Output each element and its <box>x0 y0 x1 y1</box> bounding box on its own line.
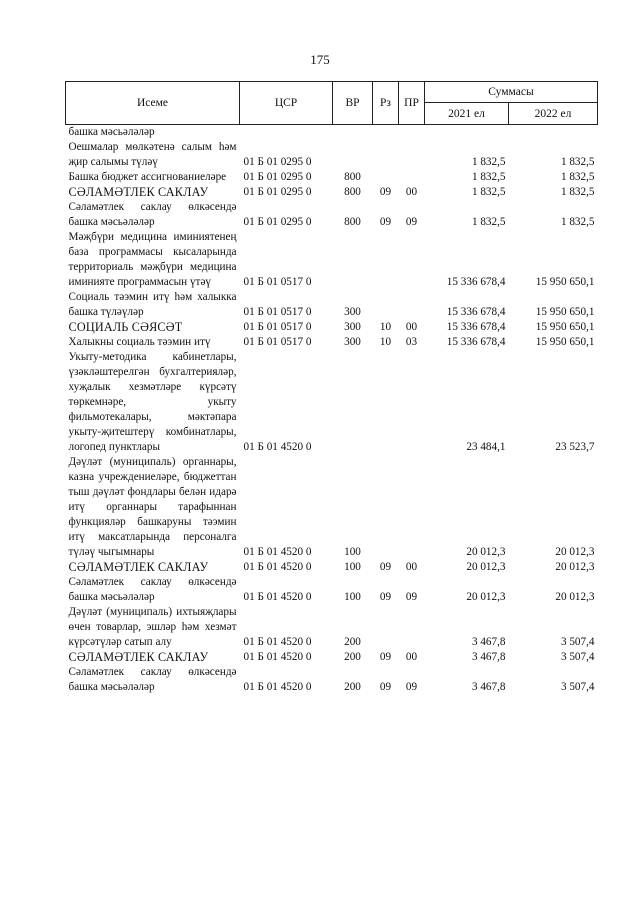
row-sum-2022: 3 507,4 <box>560 651 595 663</box>
table-row <box>66 200 598 230</box>
row-rz <box>373 605 399 650</box>
row-name: Оешмалар мөлкәтенә салым һәм җир салымы түләү <box>68 141 237 168</box>
row-sum-2021: 3 467,8 <box>471 636 506 648</box>
row-sum-2021 <box>425 125 509 141</box>
row-sum-2022: 1 832,5 <box>560 171 595 183</box>
row-sum-2022: 3 507,4 <box>560 681 595 693</box>
row-sum-2022: 15 950 650,1 <box>535 336 595 348</box>
row-rz <box>373 170 399 185</box>
row-name: СӘЛАМӘТЛЕК САКЛАУ <box>68 560 209 574</box>
row-csr: 01 Б 01 4520 0 <box>243 681 312 693</box>
row-csr <box>240 125 333 141</box>
row-sum-2021: 1 832,5 <box>471 186 506 198</box>
table-row <box>66 665 598 695</box>
row-name: Мәҗбүри медицина иминиятенең база программасы кысаларында территориаль мәҗбүри медицина иминияте программасын үтәү <box>68 231 237 288</box>
row-rz <box>373 140 399 170</box>
row-csr: 01 Б 01 0295 0 <box>243 216 312 228</box>
row-sum-2022: 3 507,4 <box>560 636 595 648</box>
header-pr: ПР <box>399 82 425 125</box>
row-rz: 09 <box>379 186 392 198</box>
row-vr <box>333 350 373 455</box>
row-sum-2021: 20 012,3 <box>466 561 506 573</box>
row-name: Социаль тәэмин итү һәм халыкка башка түләүләр <box>68 291 237 318</box>
row-rz: 09 <box>379 591 392 603</box>
table-row <box>66 170 598 185</box>
row-rz <box>373 350 399 455</box>
row-sum-2022: 20 012,3 <box>555 591 595 603</box>
row-pr <box>399 170 425 185</box>
row-sum-2022: 15 950 650,1 <box>535 306 595 318</box>
row-sum-2021: 20 012,3 <box>466 591 506 603</box>
row-pr: 00 <box>405 651 418 663</box>
row-csr: 01 Б 01 4520 0 <box>243 591 312 603</box>
row-sum-2022: 20 012,3 <box>555 546 595 558</box>
row-csr: 01 Б 01 0517 0 <box>243 306 312 318</box>
row-vr <box>333 230 373 290</box>
header-csr: ЦСР <box>240 82 333 125</box>
row-pr: 03 <box>405 336 418 348</box>
row-sum-2021: 20 012,3 <box>466 546 506 558</box>
header-year-2021: 2021 ел <box>425 103 509 125</box>
table-row <box>66 560 598 575</box>
row-pr <box>399 230 425 290</box>
row-vr: 200 <box>344 651 361 663</box>
row-sum-2022: 15 950 650,1 <box>535 276 595 288</box>
row-rz: 10 <box>379 321 392 333</box>
row-csr: 01 Б 01 0517 0 <box>243 336 312 348</box>
header-rz: Рз <box>373 82 399 125</box>
row-csr: 01 Б 01 0295 0 <box>243 186 312 198</box>
row-name: Сәламәтлек саклау өлкәсендә башка мәсьәләләр <box>68 666 237 693</box>
table-row <box>66 125 598 141</box>
row-name: Укыту-методика кабинетлары, үзәкләштерелгән бухгалтерияләр, хуҗалык хезмәтләре күрсәтү төркемнәре, укыту фильмотекалары, мәктәпара укыту-җитештерү комбинатлары, логопед пунктлары <box>68 351 237 453</box>
row-pr <box>399 455 425 560</box>
row-name: Дәүләт (муниципаль) ихтыяҗлары өчен товарлар, эшләр һәм хезмәт күрсәтүләр сатып алу <box>68 606 237 648</box>
header-name: Исеме <box>66 82 240 125</box>
row-rz: 09 <box>379 681 392 693</box>
table-header <box>66 82 598 125</box>
row-rz <box>373 290 399 320</box>
budget-table <box>65 81 598 695</box>
row-pr: 09 <box>405 216 418 228</box>
table-row <box>66 575 598 605</box>
table-row <box>66 185 598 200</box>
header-vr: ВР <box>333 82 373 125</box>
row-sum-2022 <box>509 125 598 141</box>
table-row <box>66 650 598 665</box>
row-pr <box>399 125 425 141</box>
table-row <box>66 140 598 170</box>
row-vr: 200 <box>344 681 361 693</box>
row-name: Сәламәтлек саклау өлкәсендә башка мәсьәләләр <box>68 201 237 228</box>
row-sum-2021: 15 336 678,4 <box>446 336 506 348</box>
row-vr <box>333 125 373 141</box>
row-vr: 300 <box>344 321 361 333</box>
row-csr: 01 Б 01 0517 0 <box>243 321 312 333</box>
header-year-2022: 2022 ел <box>509 103 598 125</box>
row-pr: 09 <box>405 591 418 603</box>
row-rz: 09 <box>379 561 392 573</box>
row-vr <box>333 140 373 170</box>
table-row <box>66 320 598 335</box>
row-rz: 09 <box>379 216 392 228</box>
row-pr <box>399 350 425 455</box>
row-vr: 800 <box>344 216 361 228</box>
row-name: Дәүләт (муниципаль) органнары, казна учреждениеләре, бюджеттан тыш дәүләт фондлары белән идарә итү органнары тарафыннан функцияләр башкаруны тәэмин итү максатларында персоналга түләү чыгымнары <box>68 456 237 558</box>
row-sum-2021: 1 832,5 <box>471 171 506 183</box>
table-row <box>66 455 598 560</box>
row-sum-2021: 1 832,5 <box>471 216 506 228</box>
row-vr: 100 <box>344 591 361 603</box>
row-pr: 00 <box>405 561 418 573</box>
row-rz: 09 <box>379 651 392 663</box>
row-pr: 09 <box>405 681 418 693</box>
row-csr: 01 Б 01 4520 0 <box>243 546 312 558</box>
table-row <box>66 335 598 350</box>
row-sum-2022: 1 832,5 <box>560 186 595 198</box>
row-vr: 200 <box>344 636 361 648</box>
row-pr: 00 <box>405 186 418 198</box>
table-row <box>66 350 598 455</box>
table-body <box>66 125 598 696</box>
row-name: Халыкны социаль тәэмин итү <box>68 336 211 348</box>
row-sum-2021: 1 832,5 <box>471 156 506 168</box>
row-vr: 800 <box>344 171 361 183</box>
row-vr: 300 <box>344 306 361 318</box>
row-csr: 01 Б 01 4520 0 <box>243 636 312 648</box>
row-vr: 300 <box>344 336 361 348</box>
row-vr: 100 <box>344 561 361 573</box>
header-sums: Суммасы <box>425 82 598 103</box>
row-name: Сәламәтлек саклау өлкәсендә башка мәсьәләләр <box>68 576 237 603</box>
row-sum-2022: 1 832,5 <box>560 156 595 168</box>
row-rz <box>373 230 399 290</box>
row-name: башка мәсьәләләр <box>68 126 155 138</box>
row-rz: 10 <box>379 336 392 348</box>
row-csr: 01 Б 01 4520 0 <box>243 561 312 573</box>
row-vr: 100 <box>344 546 361 558</box>
row-pr: 00 <box>405 321 418 333</box>
row-sum-2021: 3 467,8 <box>471 651 506 663</box>
row-sum-2021: 15 336 678,4 <box>446 276 506 288</box>
row-name: СӘЛАМӘТЛЕК САКЛАУ <box>68 650 209 664</box>
row-pr <box>399 605 425 650</box>
row-rz <box>373 125 399 141</box>
row-sum-2022: 23 523,7 <box>555 441 595 453</box>
row-pr <box>399 290 425 320</box>
row-pr <box>399 140 425 170</box>
row-csr: 01 Б 01 0517 0 <box>243 276 312 288</box>
page-number: 175 <box>310 52 330 67</box>
row-sum-2022: 20 012,3 <box>555 561 595 573</box>
row-vr: 800 <box>344 186 361 198</box>
row-sum-2021: 15 336 678,4 <box>446 306 506 318</box>
row-sum-2021: 3 467,8 <box>471 681 506 693</box>
row-name: Башка бюджет ассигнованиеләре <box>68 171 227 183</box>
table-row <box>66 605 598 650</box>
table-row <box>66 290 598 320</box>
row-name: СӘЛАМӘТЛЕК САКЛАУ <box>68 185 209 199</box>
row-sum-2022: 1 832,5 <box>560 216 595 228</box>
row-csr: 01 Б 01 4520 0 <box>243 441 312 453</box>
row-rz <box>373 455 399 560</box>
row-csr: 01 Б 01 0295 0 <box>243 171 312 183</box>
row-csr: 01 Б 01 0295 0 <box>243 156 312 168</box>
row-sum-2022: 15 950 650,1 <box>535 321 595 333</box>
row-csr: 01 Б 01 4520 0 <box>243 651 312 663</box>
table-row <box>66 230 598 290</box>
row-sum-2021: 23 484,1 <box>466 441 506 453</box>
row-sum-2021: 15 336 678,4 <box>446 321 506 333</box>
row-name: СОЦИАЛЬ СӘЯСӘТ <box>68 320 183 334</box>
